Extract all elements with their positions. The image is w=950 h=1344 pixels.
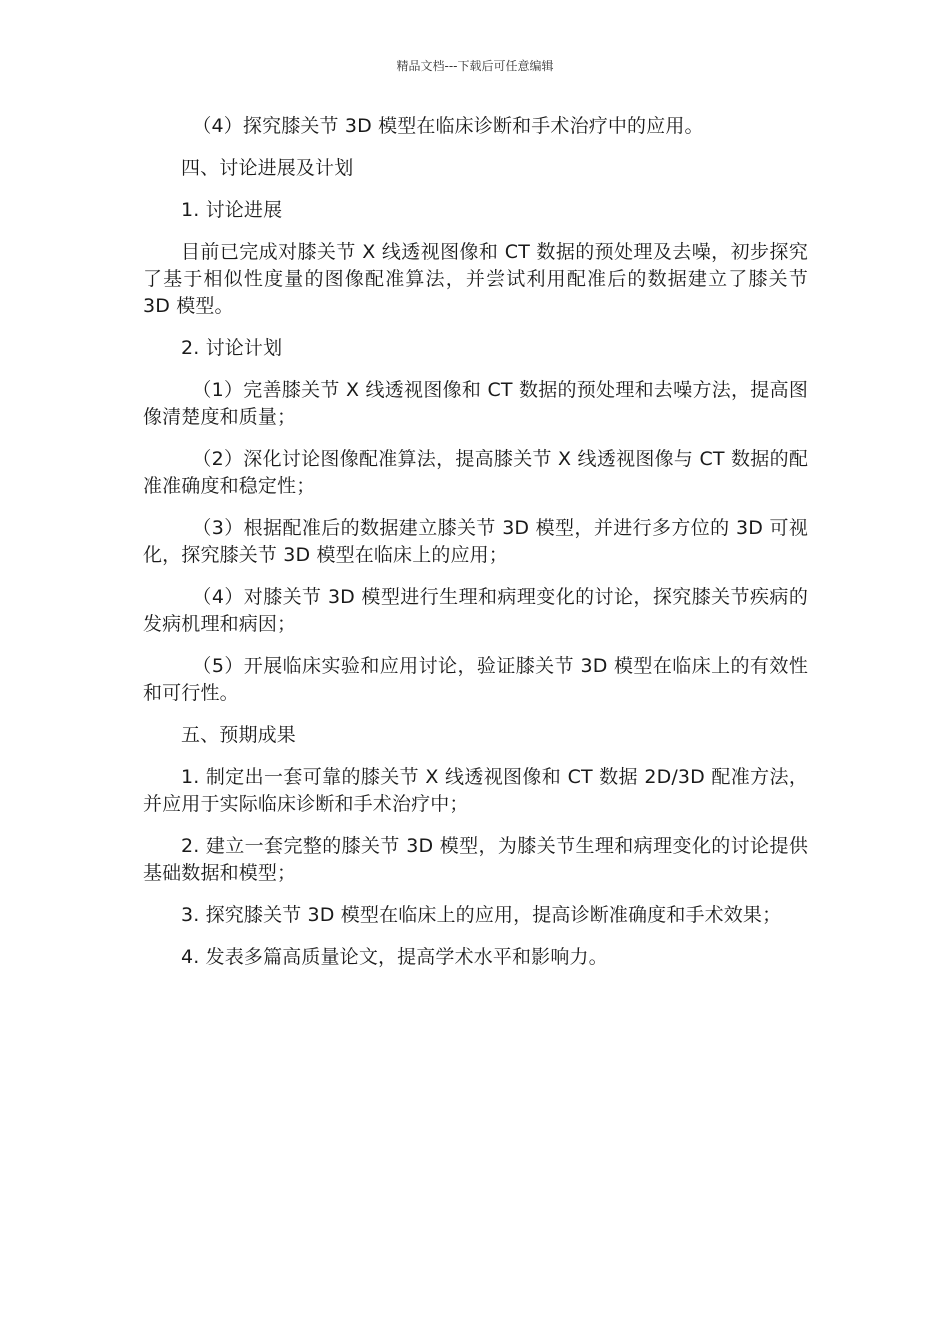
paragraph-objective-4: （4）探究膝关节 3D 模型在临床诊断和手术治疗中的应用。	[192, 115, 704, 137]
section-heading-expected-results: 五、预期成果	[181, 724, 296, 746]
plan-item-1: （1）完善膝关节 X 线透视图像和 CT 数据的预处理和去噪方法，提高图像清楚度和质量；	[143, 379, 808, 428]
result-item-3: 3. 探究膝关节 3D 模型在临床上的应用，提高诊断准确度和手术效果；	[181, 904, 782, 926]
result-item-2: 2. 建立一套完整的膝关节 3D 模型，为膝关节生理和病理变化的讨论提供基础数据和模型；	[143, 835, 808, 884]
paragraph-progress: 目前已完成对膝关节 X 线透视图像和 CT 数据的预处理及去噪，初步探究了基于相似性度量的图像配准算法，并尝试利用配准后的数据建立了膝关节 3D 模型。	[143, 241, 808, 317]
document-body	[143, 113, 808, 986]
section-heading-progress-plan: 四、讨论进展及计划	[181, 157, 354, 179]
subheading-progress: 1. 讨论进展	[181, 199, 283, 221]
result-item-4: 4. 发表多篇高质量论文，提高学术水平和影响力。	[181, 946, 608, 968]
page-header: 精品文档---下载后可任意编辑	[396, 59, 554, 73]
plan-item-2: （2）深化讨论图像配准算法，提高膝关节 X 线透视图像与 CT 数据的配准准确度和稳定性；	[143, 448, 808, 497]
plan-item-5: （5）开展临床实验和应用讨论，验证膝关节 3D 模型在临床上的有效性和可行性。	[143, 655, 808, 704]
plan-item-4: （4）对膝关节 3D 模型进行生理和病理变化的讨论，探究膝关节疾病的发病机理和病因；	[143, 586, 808, 635]
subheading-plan: 2. 讨论计划	[181, 337, 283, 359]
result-item-1: 1. 制定出一套可靠的膝关节 X 线透视图像和 CT 数据 2D/3D 配准方法，并应用于实际临床诊断和手术治疗中；	[143, 766, 808, 815]
plan-item-3: （3）根据配准后的数据建立膝关节 3D 模型，并进行多方位的 3D 可视化，探究膝关节 3D 模型在临床上的应用；	[143, 517, 808, 566]
